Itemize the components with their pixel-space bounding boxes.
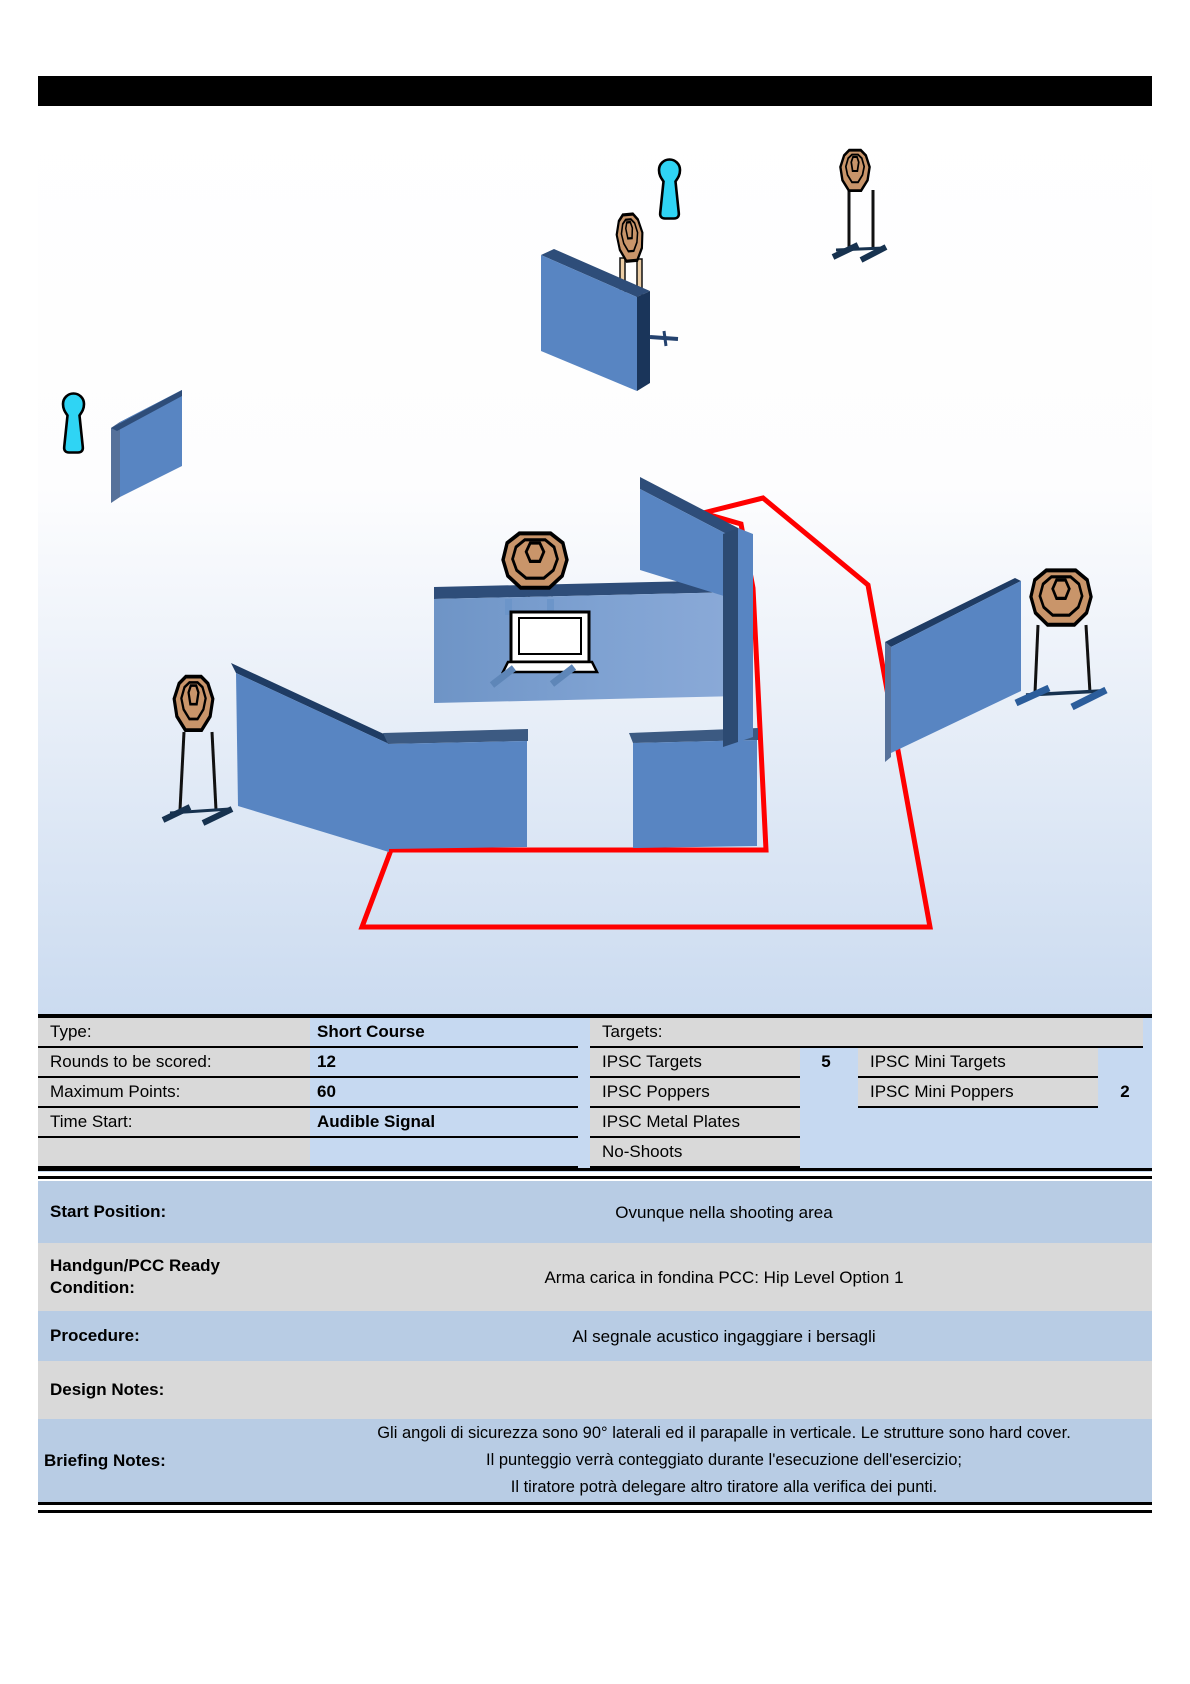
ipsc-target-turned [503, 533, 567, 587]
wall-front-right [629, 728, 758, 848]
briefing-notes-label: Briefing Notes: [44, 1450, 166, 1470]
targets-header: Targets: [590, 1018, 1143, 1046]
briefing-notes-value [296, 1419, 1152, 1502]
briefing-line: Gli angoli di sicurezza sono 90° laterali ed il parapalle in verticale. Le strutture sono hard cover. [377, 1424, 1071, 1442]
stage-stats-table [38, 1014, 1152, 1172]
target-count [1098, 1048, 1152, 1076]
popper-icon [659, 160, 680, 219]
target-type-label: No-Shoots [590, 1138, 800, 1166]
ready-condition-row [38, 1243, 1152, 1311]
stage-diagram [38, 106, 1152, 1014]
wall-tall-narrow [723, 528, 753, 747]
briefing-line: Il punteggio verrà conteggiato durante l'esecuzione dell'esercizio; [486, 1451, 962, 1469]
target-type-label: IPSC Mini Targets [858, 1048, 1098, 1076]
popper-icon [63, 394, 84, 453]
target-count: 5 [821, 1052, 831, 1071]
stat-value: Audible Signal [317, 1112, 436, 1131]
stat-label: Time Start: [38, 1108, 310, 1136]
target-count: 2 [1120, 1082, 1130, 1101]
design-notes-row [38, 1361, 1152, 1419]
section-divider [38, 1168, 1152, 1181]
procedure-row [38, 1311, 1152, 1361]
start-position-label: Start Position: [50, 1202, 167, 1221]
design-notes-value [296, 1361, 1152, 1419]
wall-front-left [383, 729, 528, 849]
design-notes-label: Design Notes: [50, 1380, 165, 1399]
procedure-label: Procedure: [50, 1326, 140, 1345]
ipsc-target-turned [1031, 570, 1091, 624]
stat-value [310, 1138, 578, 1166]
target-type-label: IPSC Metal Plates [590, 1108, 800, 1136]
stat-label: Type: [38, 1018, 310, 1046]
ready-condition-value: Arma carica in fondina PCC: Hip Level Option 1 [544, 1267, 904, 1287]
target-count [800, 1078, 852, 1106]
target-type-label: IPSC Poppers [590, 1078, 800, 1106]
stat-label: Maximum Points: [38, 1078, 310, 1106]
procedure-value: Al segnale acustico ingaggiare i bersagli [572, 1326, 876, 1346]
stat-label [38, 1138, 310, 1166]
start-position-value: Ovunque nella shooting area [615, 1202, 833, 1222]
diagram-background [38, 106, 1152, 1014]
ipsc-target [174, 677, 213, 731]
target-type-label: IPSC Mini Poppers [858, 1078, 1098, 1106]
title-bar [38, 76, 1152, 106]
start-position-row [38, 1181, 1152, 1243]
ready-condition-label: Handgun/PCC Ready Condition: [50, 1256, 221, 1297]
ipsc-target [840, 150, 869, 190]
target-type-label: IPSC Targets [590, 1048, 800, 1076]
briefing-line: Il tiratore potrà delegare altro tiratore alla verifica dei punti. [510, 1478, 938, 1496]
briefing-notes-row [38, 1419, 1152, 1502]
stat-value: Short Course [317, 1022, 425, 1041]
stat-value: 12 [317, 1052, 336, 1071]
stat-label: Rounds to be scored: [38, 1048, 310, 1076]
stat-value: 60 [317, 1082, 336, 1101]
bottom-divider [38, 1502, 1152, 1515]
